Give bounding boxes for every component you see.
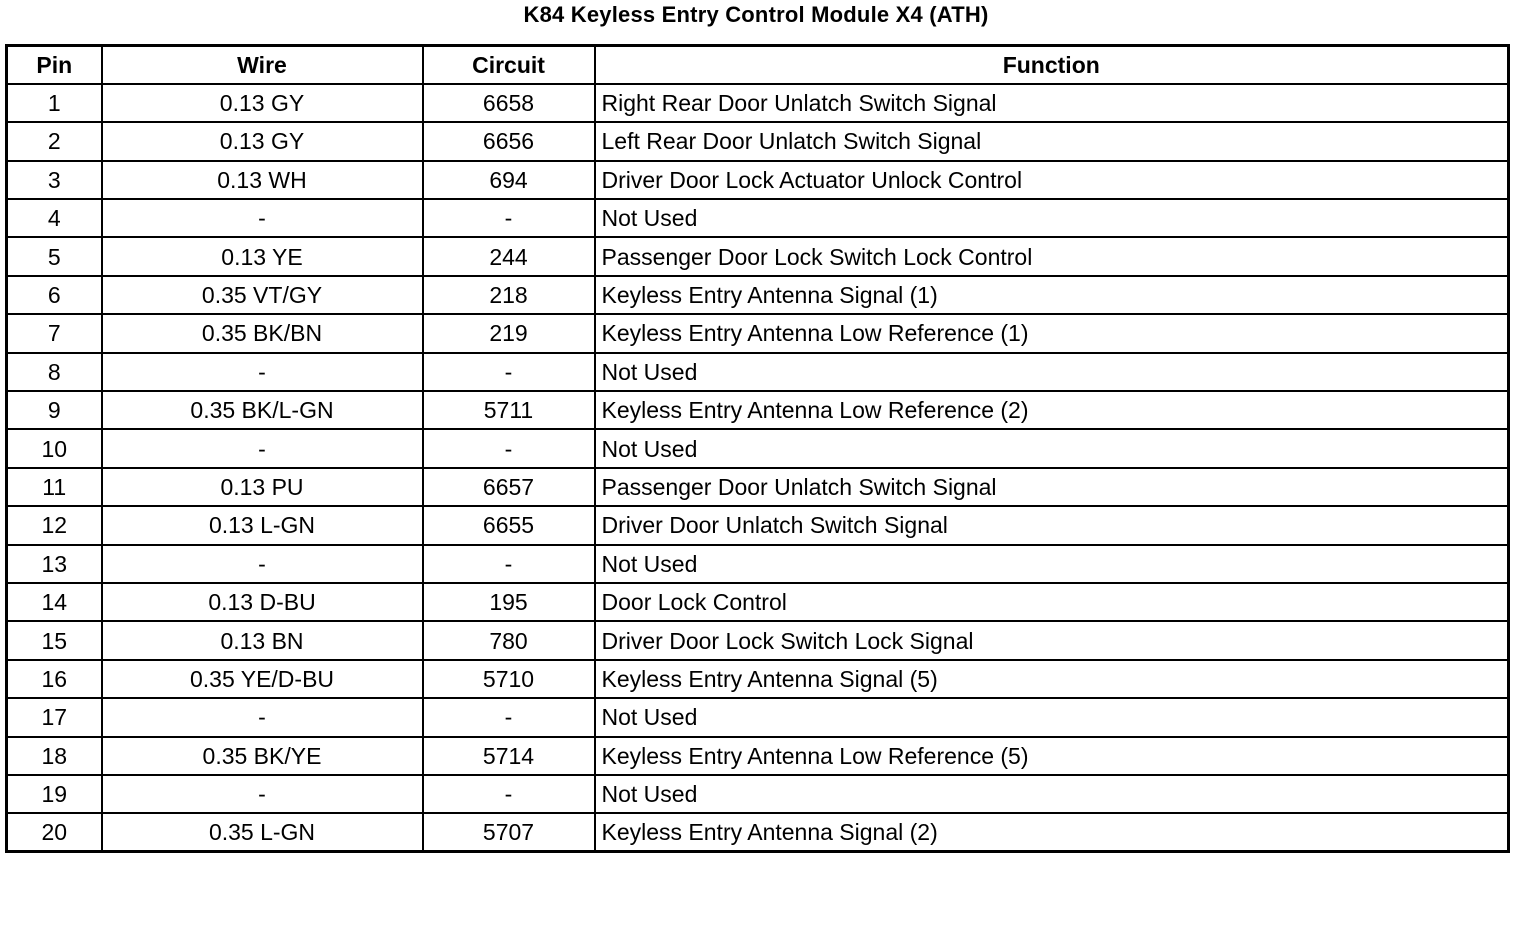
circuit-cell: - (423, 698, 595, 736)
table-row (7, 583, 1509, 621)
pin-cell: 12 (7, 506, 102, 544)
function-cell: Driver Door Unlatch Switch Signal (595, 506, 1509, 544)
wire-cell: 0.13 GY (102, 84, 423, 122)
table-row (7, 468, 1509, 506)
wire-cell: - (102, 429, 423, 467)
circuit-cell: 5707 (423, 813, 595, 851)
pin-cell: 5 (7, 237, 102, 275)
pin-cell: 19 (7, 775, 102, 813)
function-cell: Keyless Entry Antenna Low Reference (2) (595, 391, 1509, 429)
pin-cell: 11 (7, 468, 102, 506)
circuit-cell: - (423, 545, 595, 583)
function-cell: Keyless Entry Antenna Low Reference (5) (595, 737, 1509, 775)
pin-cell: 15 (7, 621, 102, 659)
wire-cell: 0.35 BK/BN (102, 314, 423, 352)
function-cell: Not Used (595, 429, 1509, 467)
function-cell: Passenger Door Lock Switch Lock Control (595, 237, 1509, 275)
wire-cell: - (102, 698, 423, 736)
wire-cell: 0.13 L-GN (102, 506, 423, 544)
wire-cell: 0.13 WH (102, 161, 423, 199)
function-cell: Not Used (595, 775, 1509, 813)
wire-cell: 0.13 GY (102, 122, 423, 160)
pin-cell: 20 (7, 813, 102, 851)
pin-cell: 4 (7, 199, 102, 237)
table-row (7, 506, 1509, 544)
wire-cell: 0.13 YE (102, 237, 423, 275)
circuit-cell: 6656 (423, 122, 595, 160)
wire-cell: 0.35 L-GN (102, 813, 423, 851)
function-cell: Not Used (595, 199, 1509, 237)
header-function: Function (595, 46, 1509, 84)
function-cell: Left Rear Door Unlatch Switch Signal (595, 122, 1509, 160)
wire-cell: 0.35 VT/GY (102, 276, 423, 314)
function-cell: Not Used (595, 353, 1509, 391)
function-cell: Keyless Entry Antenna Low Reference (1) (595, 314, 1509, 352)
circuit-cell: - (423, 199, 595, 237)
header-circuit: Circuit (423, 46, 595, 84)
table-row (7, 698, 1509, 736)
pin-cell: 10 (7, 429, 102, 467)
circuit-cell: 6658 (423, 84, 595, 122)
table-row (7, 353, 1509, 391)
table-row (7, 314, 1509, 352)
pin-cell: 7 (7, 314, 102, 352)
circuit-cell: - (423, 429, 595, 467)
circuit-cell: 780 (423, 621, 595, 659)
table-row (7, 161, 1509, 199)
pin-cell: 2 (7, 122, 102, 160)
table-body (7, 84, 1509, 852)
header-wire: Wire (102, 46, 423, 84)
circuit-cell: 218 (423, 276, 595, 314)
function-cell: Driver Door Lock Switch Lock Signal (595, 621, 1509, 659)
table-row (7, 660, 1509, 698)
table-row (7, 621, 1509, 659)
wire-cell: - (102, 199, 423, 237)
pin-cell: 13 (7, 545, 102, 583)
circuit-cell: - (423, 775, 595, 813)
function-cell: Keyless Entry Antenna Signal (1) (595, 276, 1509, 314)
circuit-cell: 694 (423, 161, 595, 199)
table-row (7, 199, 1509, 237)
table-row (7, 84, 1509, 122)
table-row (7, 545, 1509, 583)
pin-cell: 3 (7, 161, 102, 199)
circuit-cell: 195 (423, 583, 595, 621)
function-cell: Passenger Door Unlatch Switch Signal (595, 468, 1509, 506)
circuit-cell: 5710 (423, 660, 595, 698)
pin-cell: 14 (7, 583, 102, 621)
pin-cell: 18 (7, 737, 102, 775)
wire-cell: 0.13 BN (102, 621, 423, 659)
function-cell: Door Lock Control (595, 583, 1509, 621)
page-title: K84 Keyless Entry Control Module X4 (ATH) (523, 2, 989, 27)
table-row (7, 391, 1509, 429)
table-row (7, 122, 1509, 160)
function-cell: Not Used (595, 698, 1509, 736)
wire-cell: 0.13 D-BU (102, 583, 423, 621)
table-row (7, 429, 1509, 467)
wire-cell: - (102, 353, 423, 391)
circuit-cell: - (423, 353, 595, 391)
table-row (7, 737, 1509, 775)
table-row (7, 237, 1509, 275)
circuit-cell: 6657 (423, 468, 595, 506)
wire-cell: 0.35 BK/YE (102, 737, 423, 775)
pinout-table (5, 44, 1510, 853)
pin-cell: 8 (7, 353, 102, 391)
circuit-cell: 5711 (423, 391, 595, 429)
function-cell: Keyless Entry Antenna Signal (5) (595, 660, 1509, 698)
pin-cell: 16 (7, 660, 102, 698)
circuit-cell: 244 (423, 237, 595, 275)
circuit-cell: 6655 (423, 506, 595, 544)
wire-cell: - (102, 775, 423, 813)
table-row (7, 276, 1509, 314)
table-header-row (7, 46, 1509, 84)
circuit-cell: 5714 (423, 737, 595, 775)
table-row (7, 775, 1509, 813)
wire-cell: - (102, 545, 423, 583)
header-pin: Pin (7, 46, 102, 84)
pin-cell: 6 (7, 276, 102, 314)
function-cell: Right Rear Door Unlatch Switch Signal (595, 84, 1509, 122)
pin-cell: 1 (7, 84, 102, 122)
table-row (7, 813, 1509, 851)
pin-cell: 17 (7, 698, 102, 736)
pin-cell: 9 (7, 391, 102, 429)
function-cell: Keyless Entry Antenna Signal (2) (595, 813, 1509, 851)
function-cell: Not Used (595, 545, 1509, 583)
wire-cell: 0.35 BK/L-GN (102, 391, 423, 429)
wire-cell: 0.35 YE/D-BU (102, 660, 423, 698)
circuit-cell: 219 (423, 314, 595, 352)
function-cell: Driver Door Lock Actuator Unlock Control (595, 161, 1509, 199)
wire-cell: 0.13 PU (102, 468, 423, 506)
